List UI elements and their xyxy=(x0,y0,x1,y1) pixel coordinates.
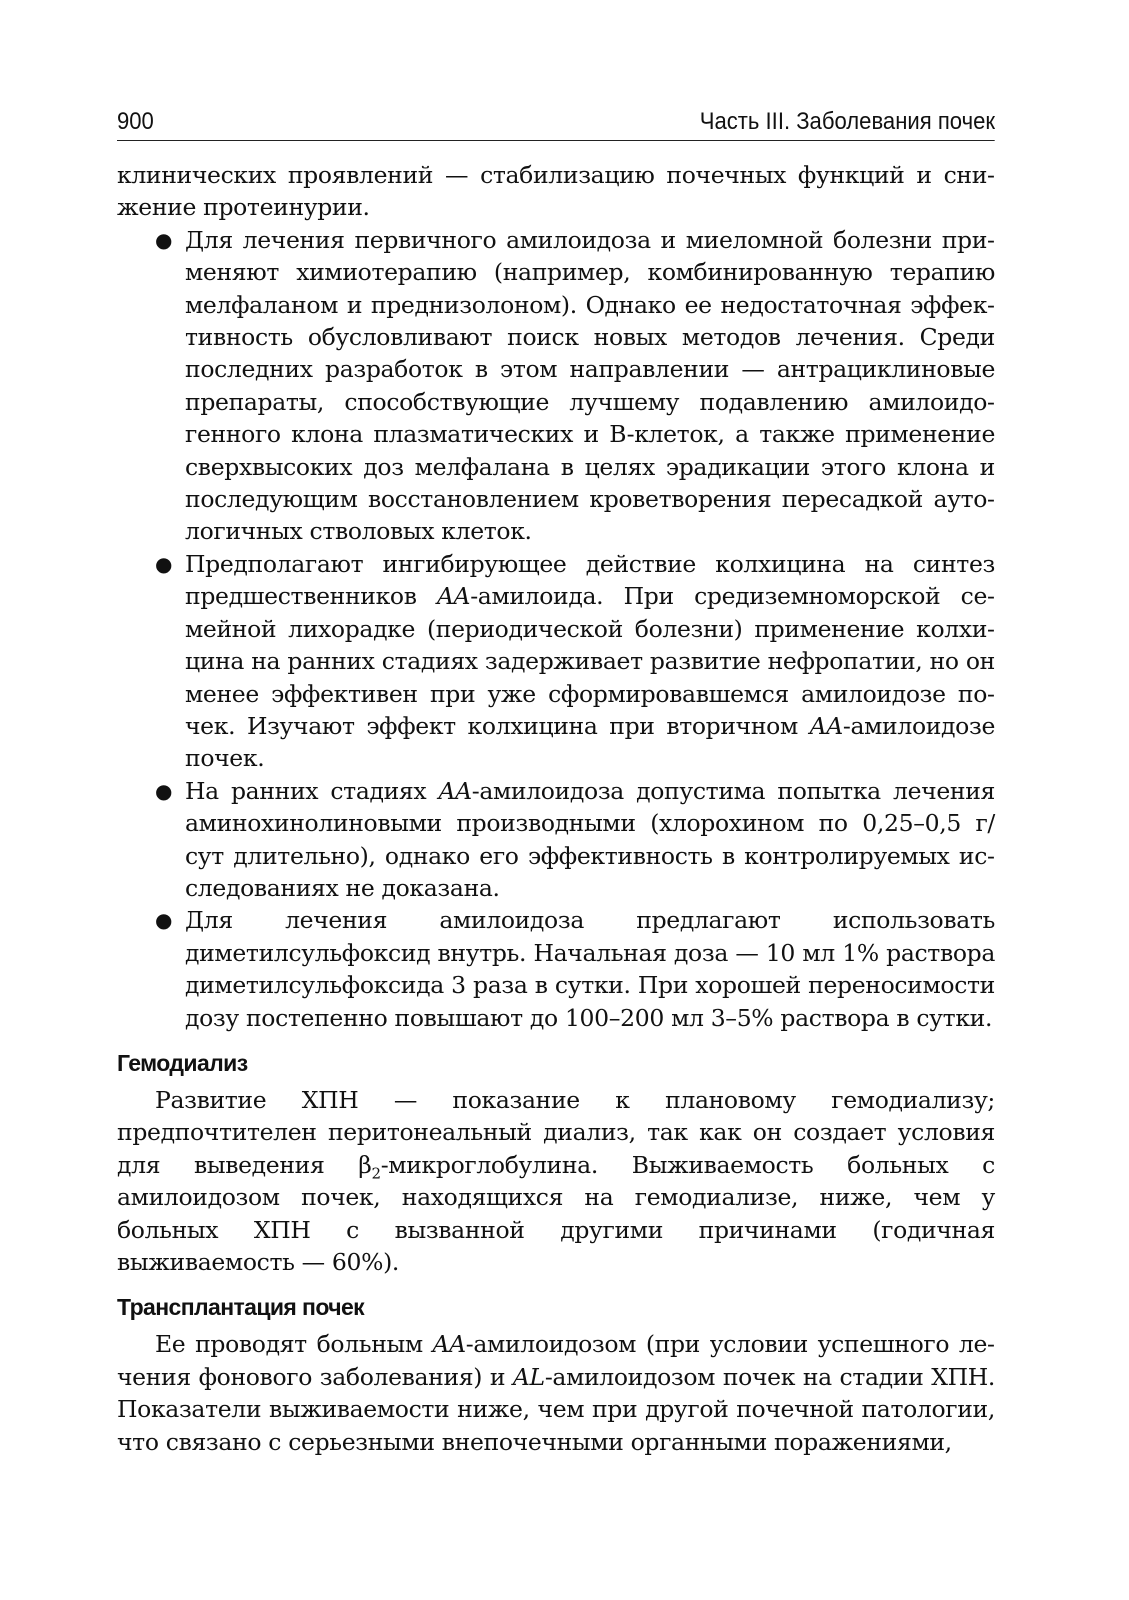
list-item-text: -амилоидозе почек. xyxy=(185,711,995,773)
list-item-text: -амилоидоза допустима попытка лечения аминохинолиновыми производными (хлорохином по 0,25–0,5 г/ сут длительно), однако его эффективность в контролируемых исследованиях не доказана. xyxy=(185,776,995,902)
bullet-icon: ● xyxy=(155,908,173,933)
bullet-icon: ● xyxy=(155,778,173,803)
intro-paragraph: клинических проявлений — стабилизацию почечных функций и снижение протеинурии. xyxy=(117,161,995,222)
body-text xyxy=(117,159,995,1458)
italic-term: AA xyxy=(432,1330,466,1359)
list-item-text: Для лечения амилоидоза предлагают использовать диметилсульфоксид внутрь. Начальная доза — 10 мл 1% раствора диметилсульфоксида 3 раза в сутки. При хорошей переносимости дозу постепенно повышают до 100–200 мл 3–5% раствора в сутки. xyxy=(185,906,995,1032)
italic-term: AA xyxy=(809,711,843,740)
list-item xyxy=(155,775,995,905)
bullet-list xyxy=(117,224,995,1034)
hemodialysis-paragraph xyxy=(117,1084,995,1278)
transplant-paragraph xyxy=(117,1328,995,1458)
section-heading-hemodialysis: Гемодиализ xyxy=(117,1049,248,1076)
list-item xyxy=(155,904,995,1034)
bullet-icon: ● xyxy=(155,551,173,576)
italic-term: AA xyxy=(436,582,471,611)
list-item-text: Для лечения первичного амилоидоза и миеломной болезни применяют химиотерапию (например, комбинированную терапию мелфаланом и преднизолоном). Однако ее недостаточная эффективность обусловливают поиск новых методов лечения. Среди последних разработок в этом направлении — антрациклиновые препараты, способствующие лучшему подавлению амилоидогенного клона плазматических и B-клеток, а также применение сверхвысоких доз мелфалана в целях эрадикации этого клона и последующим восстановлением кроветворения пересадкой аутологичных стволовых клеток. xyxy=(185,225,995,546)
list-item-text: На ранних стадиях xyxy=(185,776,439,805)
section-heading-transplant: Трансплантация почек xyxy=(117,1294,365,1321)
book-page xyxy=(117,108,995,1458)
paragraph-text: -амилоидозом почек на стадии ХПН. Показатели выживаемости ниже, чем при другой почечной патологии, что связано с серьезными внепочечными органными поражениями, xyxy=(117,1362,995,1456)
list-item xyxy=(155,224,995,548)
italic-term: AL xyxy=(512,1362,545,1391)
paragraph-text: Развитие ХПН — показание к плановому гемодиализу; предпочтителен перитонеальный диализ, так как он создает условия для выведения β xyxy=(117,1085,995,1179)
paragraph-text: -микроглобулина. Выживаемость больных с амилоидозом почек, находящихся на гемодиализе, ниже, чем у больных ХПН с вызванной другими причинами (годичная выживаемость — 60%). xyxy=(117,1150,995,1276)
paragraph-text: Ее проводят больным xyxy=(155,1330,433,1359)
running-head xyxy=(117,108,995,141)
subscript: 2 xyxy=(371,1164,381,1183)
italic-term: AA xyxy=(438,776,472,805)
list-item-text: Предполагают ингибирующее действие колхицина на синтез предшественников xyxy=(185,549,995,611)
page-number: 900 xyxy=(117,108,154,135)
list-item-text: -амилоида. При средиземноморской семейной лихорадке (периодической болезни) применение колхицина на ранних стадиях задерживает развитие нефропатии, но он менее эффективен при уже сформировавшемся амилоидозе почек. Изучают эффект колхицина при вторичном xyxy=(185,582,995,740)
list-item xyxy=(155,548,995,775)
running-title: Часть III. Заболевания почек xyxy=(699,108,996,135)
bullet-icon: ● xyxy=(155,227,173,252)
paragraph-text: -амилоидозом (при условии успешного лечения фонового заболевания) и xyxy=(117,1330,995,1391)
